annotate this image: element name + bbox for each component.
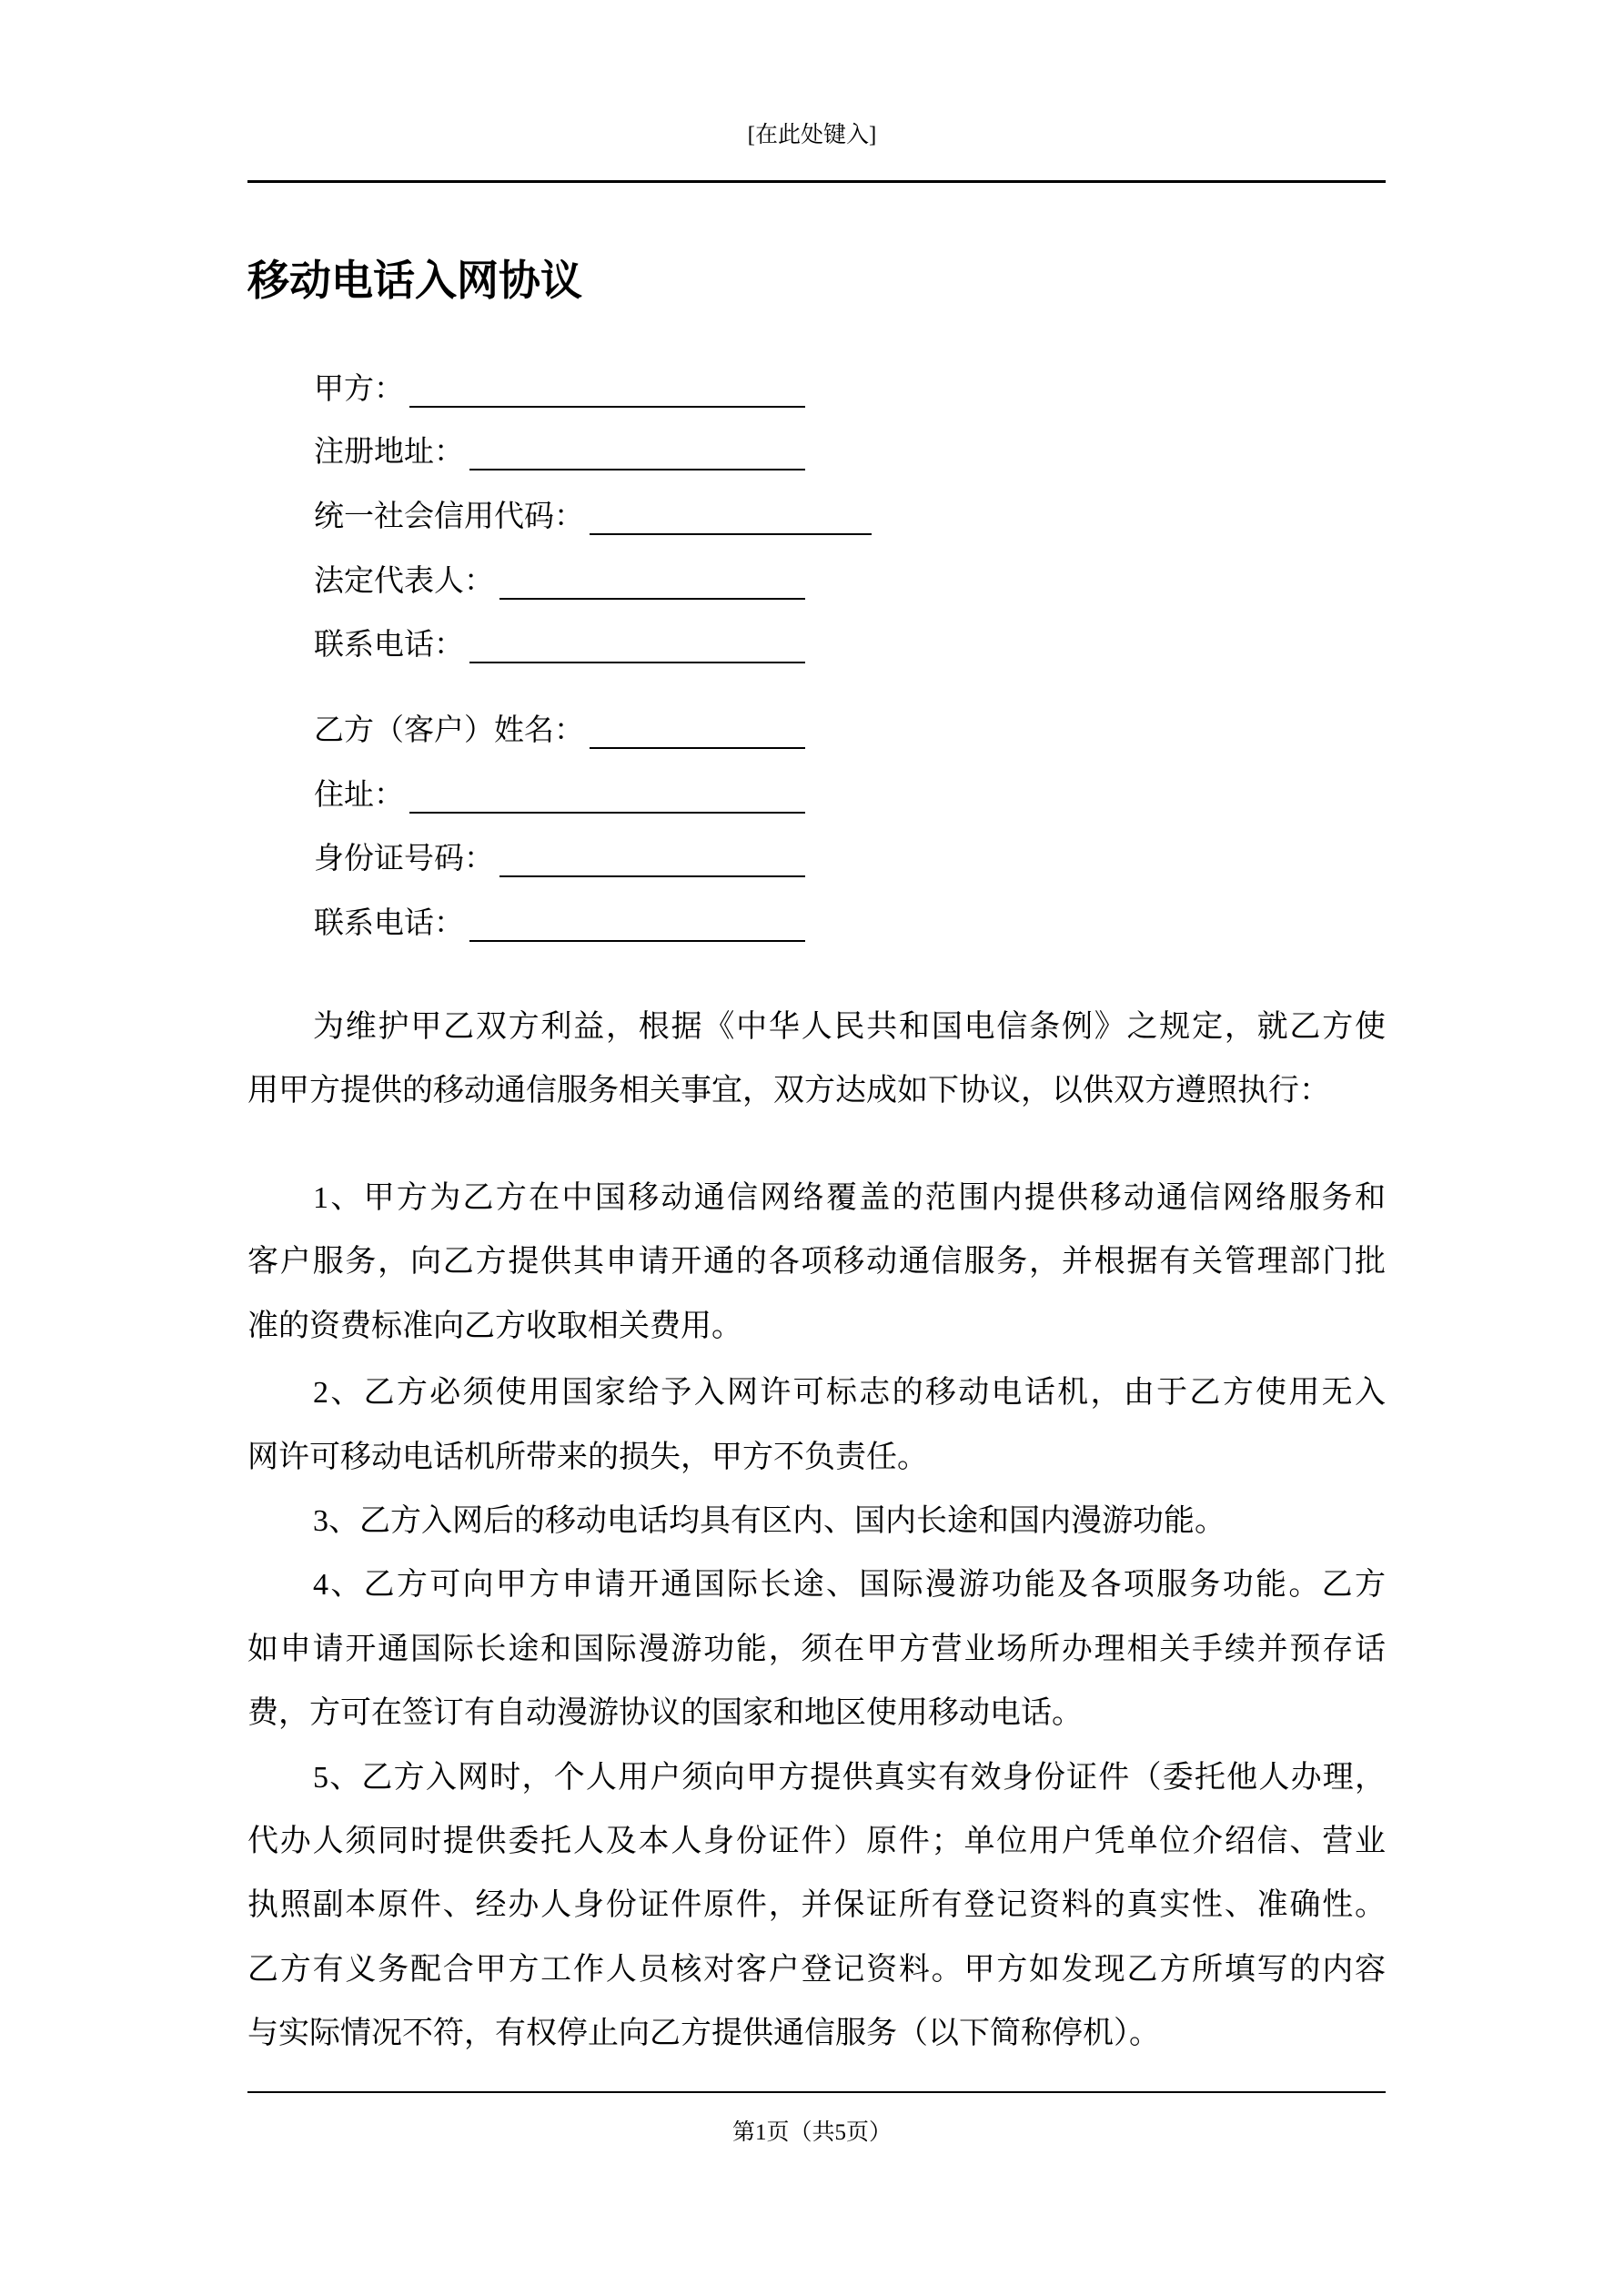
field-blank-line[interactable] <box>469 436 805 470</box>
field-label: 注册地址： <box>314 436 464 469</box>
field-label: 法定代表人： <box>314 565 494 598</box>
field-label: 甲方： <box>314 373 404 406</box>
clause-4-line: 费，方可在签订有自动漫游协议的国家和地区使用移动电话。 <box>247 1696 1083 1730</box>
clause-1-line: 1、甲方为乙方在中国移动通信网络覆盖的范围内提供移动通信网络服务和 <box>313 1181 1386 1215</box>
intro-paragraph-line: 为维护甲乙双方利益，根据《中华人民共和国电信条例》之规定，就乙方使 <box>313 1010 1386 1044</box>
party-b-field <box>314 837 805 877</box>
field-blank-line[interactable] <box>590 714 805 749</box>
field-blank-line[interactable] <box>409 373 805 408</box>
party-a-field <box>314 623 805 663</box>
party-a-field <box>314 560 805 600</box>
party-a-field <box>314 368 805 408</box>
clause-4-line: 4、乙方可向甲方申请开通国际长途、国际漫游功能及各项服务功能。乙方 <box>313 1568 1386 1602</box>
header-rule <box>247 180 1386 183</box>
clause-5-line: 5、乙方入网时，个人用户须向甲方提供真实有效身份证件（委托他人办理， <box>313 1761 1386 1795</box>
clause-2-line: 网许可移动电话机所带来的损失，甲方不负责任。 <box>247 1441 928 1474</box>
field-label: 乙方（客户）姓名： <box>314 714 584 747</box>
field-blank-line[interactable] <box>469 907 805 942</box>
header-placeholder[interactable]: [在此处键入] <box>747 123 877 147</box>
page-number: 第1页（共5页） <box>731 2120 892 2145</box>
field-blank-line[interactable] <box>499 565 805 600</box>
party-b-field <box>314 902 805 942</box>
clause-5-line: 乙方有义务配合甲方工作人员核对客户登记资料。甲方如发现乙方所填写的内容 <box>247 1953 1386 1987</box>
clause-1-line: 准的资费标准向乙方收取相关费用。 <box>247 1310 742 1343</box>
clause-1-line: 客户服务，向乙方提供其申请开通的各项移动通信服务，并根据有关管理部门批 <box>247 1245 1386 1279</box>
clause-4-line: 如申请开通国际长途和国际漫游功能，须在甲方营业场所办理相关手续并预存话 <box>247 1633 1386 1666</box>
field-label: 住址： <box>314 779 404 812</box>
party-a-field <box>314 430 805 470</box>
field-label: 联系电话： <box>314 629 464 662</box>
field-blank-line[interactable] <box>409 779 805 814</box>
party-b-field <box>314 709 805 749</box>
field-label: 身份证号码： <box>314 843 494 875</box>
footer-rule <box>247 2091 1386 2093</box>
intro-paragraph-line: 用甲方提供的移动通信服务相关事宜，双方达成如下协议，以供双方遵照执行： <box>247 1074 1330 1108</box>
field-label: 联系电话： <box>314 907 464 940</box>
party-b-field <box>314 774 805 814</box>
clause-2-line: 2、乙方必须使用国家给予入网许可标志的移动电话机，由于乙方使用无入 <box>313 1376 1386 1410</box>
party-a-field <box>314 495 872 535</box>
clause-3-line: 3、乙方入网后的移动电话均具有区内、国内长途和国内漫游功能。 <box>313 1504 1226 1538</box>
clause-5-line: 与实际情况不符，有权停止向乙方提供通信服务（以下简称停机）。 <box>247 2017 1160 2050</box>
clause-5-line: 执照副本原件、经办人身份证件原件，并保证所有登记资料的真实性、准确性。 <box>247 1888 1386 1922</box>
field-blank-line[interactable] <box>469 629 805 663</box>
field-label: 统一社会信用代码： <box>314 501 584 533</box>
document-title: 移动电话入网协议 <box>247 256 582 305</box>
clause-5-line: 代办人须同时提供委托人及本人身份证件）原件；单位用户凭单位介绍信、营业 <box>247 1825 1386 1858</box>
field-blank-line[interactable] <box>590 501 872 535</box>
field-blank-line[interactable] <box>499 843 805 877</box>
